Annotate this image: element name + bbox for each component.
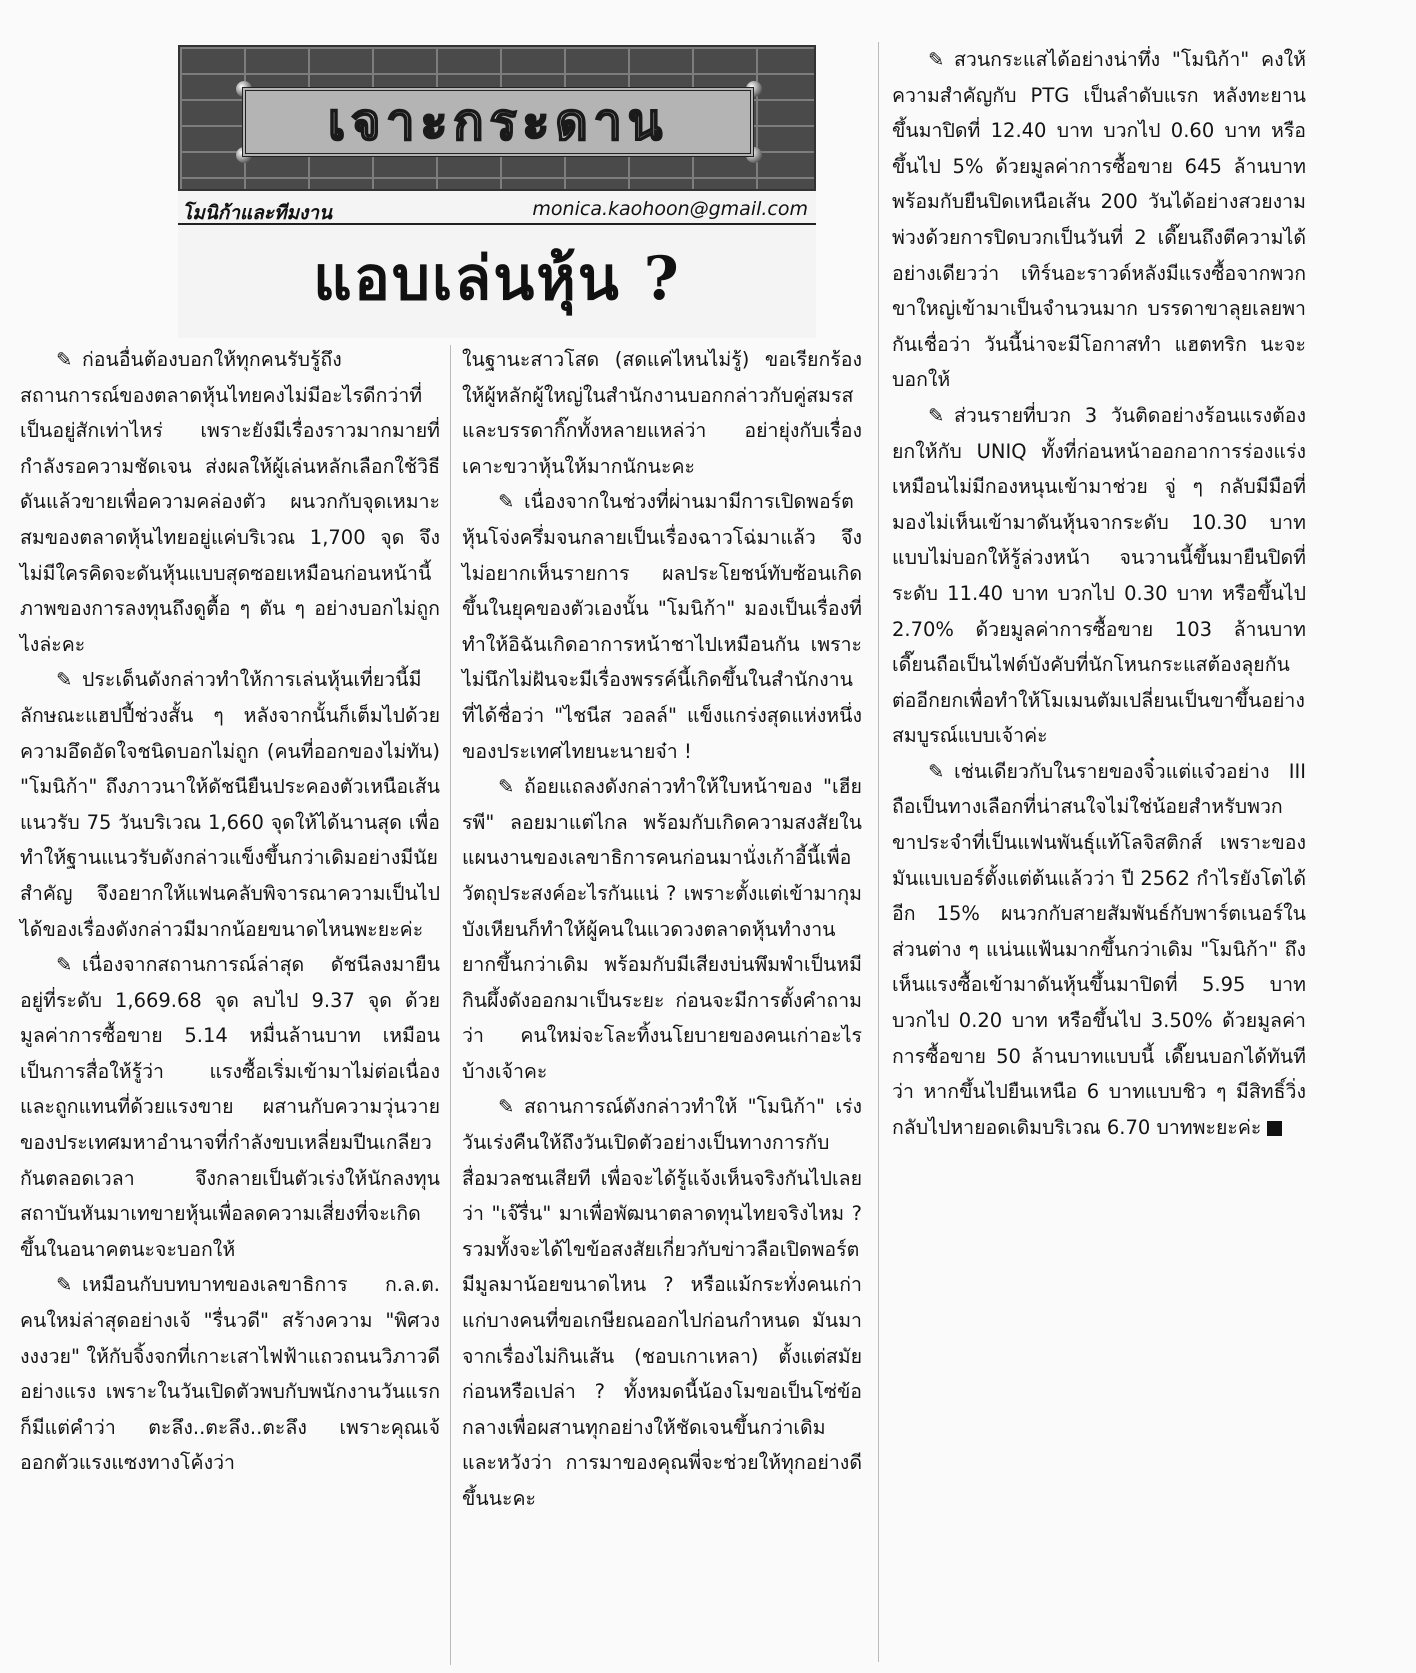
author-email: monica.kaohoon@gmail.com	[532, 198, 808, 220]
column-divider	[878, 42, 879, 1662]
paragraph-text: ในฐานะสาวโสด (สดแค่ไหนไม่รู้) ขอเรียกร้องให้ผู้หลักผู้ใหญ่ในสำนักงานบอกกล่าวกับคู่สมรสและบรรดากิ๊กทั้งหลายแหล่ว่า อย่ายุ่งกับเรื่องเคาะขวาหุ้นให้มากนักนะคะ	[462, 348, 862, 478]
paragraph-text: เนื่องจากในช่วงที่ผ่านมามีการเปิดพอร์ตหุ้นโจ่งครึ่มจนกลายเป็นเรื่องฉาวโฉ่มาแล้ว จึงไม่อยากเห็นรายการ ผลประโยชน์ทับซ้อนเกิดขึ้นในยุคของตัวเองนั้น "โมนิก้า" มองเป็นเรื่องที่ทำให้อิฉันเกิดอาการหน้าชาไปเหมือนกัน เพราะไม่นึกไม่ฝันจะมีเรื่องพรรค์นี้เกิดขึ้นในสำนักงานที่ได้ชื่อว่า "ไชนีส วอลล์" แข็งแกร่งสุดแห่งหนึ่งของประเทศไทยนะนายจ๋า !	[462, 490, 862, 763]
byline	[178, 195, 816, 225]
pencil-icon: ✎	[56, 1273, 73, 1297]
author-name: โมนิก้าและทีมงาน	[182, 202, 332, 224]
paragraph	[20, 662, 440, 947]
paragraph	[20, 947, 440, 1267]
paragraph	[462, 342, 862, 484]
paragraph	[462, 1089, 862, 1516]
column-divider	[450, 345, 451, 1665]
paragraph	[20, 1267, 440, 1481]
pencil-icon: ✎	[928, 759, 945, 783]
paragraph	[892, 754, 1306, 1146]
paragraph	[892, 42, 1306, 398]
column-title: เจาะกระดาน	[327, 92, 669, 151]
article-column-1	[20, 342, 440, 1481]
paragraph-text: เช่นเดียวกับในรายของจิ๋วแต่แจ๋วอย่าง III ถือเป็นทางเลือกที่น่าสนใจไม่ใช่น้อยสำหรับพวกขาประจำที่เป็นแฟนพันธุ์แท้โลจิสติกส์ เพราะของมันแบเบอร์ตั้งแต่ต้นแล้วว่า ปี 2562 กำไรยังโตได้อีก 15% ผนวกกับสายสัมพันธ์กับพาร์ตเนอร์ในส่วนต่าง ๆ แน่นแฟ้นมากขึ้นกว่าเดิม "โมนิก้า" ถึงเห็นแรงซื้อเข้ามาดันหุ้นขึ้นมาปิดที่ 5.95 บาท บวกไป 0.20 บาท หรือขึ้นไป 3.50% ด้วยมูลค่าการซื้อขาย 50 ล้านบาทแบบนี้ เดี๊ยนบอกได้ทันทีว่า หากขึ้นไปยืนเหนือ 6 บาทแบบชิว ๆ มีสิทธิ์วิ่งกลับไปหายอดเดิมบริเวณ 6.70 บาทพะยะค่ะ	[892, 759, 1306, 1139]
paragraph	[462, 769, 862, 1089]
pencil-icon: ✎	[498, 490, 515, 514]
end-mark-icon	[1267, 1121, 1282, 1136]
paragraph-text: ส่วนรายที่บวก 3 วันติดอย่างร้อนแรงต้องยกให้กับ UNIQ ทั้งที่ก่อนหน้าออกอาการร่องแร่งเหมือนไม่มีกองหนุนเข้ามาช่วย จู่ ๆ กลับมีมือที่มองไม่เห็นเข้ามาดันหุ้นจากระดับ 10.30 บาทแบบไม่บอกให้รู้ล่วงหน้า จนวานนี้ขึ้นมายืนปิดที่ระดับ 11.40 บาท บวกไป 0.30 บาท หรือขึ้นไป 2.70% ด้วยมูลค่าการซื้อขาย 103 ล้านบาท เดี๊ยนถือเป็นไฟต์บังคับที่นักโหนกระแสต้องลุยกันต่ออีกยกเพื่อทำให้โมเมนตัมเปลี่ยนเป็นขาขึ้นอย่างสมบูรณ์แบบเจ้าค่ะ	[892, 403, 1306, 748]
pencil-icon: ✎	[56, 953, 73, 977]
pencil-icon: ✎	[56, 668, 73, 692]
paragraph-text: ก่อนอื่นต้องบอกให้ทุกคนรับรู้ถึงสถานการณ์ของตลาดหุ้นไทยคงไม่มีอะไรดีกว่าที่เป็นอยู่สักเท่าไหร่ เพราะยังมีเรื่องราวมากมายที่กำลังรอความชัดเจน ส่งผลให้ผู้เล่นหลักเลือกใช้วิธีดันแล้วขายเพื่อความคล่องตัว ผนวกกับจุดเหมาะสมของตลาดหุ้นไทยอยู่แค่บริเวณ 1,700 จุด จึงไม่มีใครคิดจะดันหุ้นแบบสุดซอยเหมือนก่อนหน้านี้ ภาพของการลงทุนถึงดูตื้อ ๆ ตัน ๆ อย่างบอกไม่ถูกไงล่ะคะ	[20, 348, 440, 656]
brick-wall-banner	[178, 45, 816, 191]
pencil-icon: ✎	[56, 348, 73, 371]
article-column-2	[462, 342, 862, 1517]
paragraph-text: เหมือนกับบทบาทของเลขาธิการ ก.ล.ต. คนใหม่ล่าสุดอย่างเจ้ "รื่นวดี" สร้างความ "พิศวง งงงวย" ให้กับจิ้งจกที่เกาะเสาไฟฟ้าแถวถนนวิภาวดีอย่างแรง เพราะในวันเปิดตัวพบกับพนักงานวันแรก ก็มีแต่คำว่า ตะลึง..ตะลึง..ตะลึง เพราะคุณเจ้ออกตัวแรงแซงทางโค้งว่า	[20, 1273, 440, 1475]
paragraph-text: ถ้อยแถลงดังกล่าวทำให้ใบหน้าของ "เฮียรพี" ลอยมาแต่ไกล พร้อมกับเกิดความสงสัยในแผนงานของเลขาธิการคนก่อนมานั่งเก้าอี้นี้เพื่อวัตถุประสงค์อะไรกันแน่ ? เพราะตั้งแต่เข้ามากุมบังเหียนก็ทำให้ผู้คนในแวดวงตลาดหุ้นทำงานยากขึ้นกว่าเดิม พร้อมกับมีเสียงบ่นพึมพำเป็นหมีกินผึ้งดังออกมาเป็นระยะ ก่อนจะมีการตั้งคำถามว่า คนใหม่จะโละทิ้งนโยบายของคนเก่าอะไรบ้างเจ้าคะ	[462, 775, 862, 1083]
paragraph	[20, 342, 440, 662]
headline: แอบเล่นหุ้น ?	[313, 244, 681, 314]
paragraph	[462, 484, 862, 769]
pencil-icon: ✎	[498, 775, 515, 799]
column-header	[178, 45, 816, 338]
paragraph-text: เนื่องจากสถานการณ์ล่าสุด ดัชนีลงมายืนอยู่ที่ระดับ 1,669.68 จุด ลบไป 9.37 จุด ด้วยมูลค่าการซื้อขาย 5.14 หมื่นล้านบาท เหมือนเป็นการสื่อให้รู้ว่า แรงซื้อเริ่มเข้ามาไม่ต่อเนื่อง และถูกแทนที่ด้วยแรงขาย ผสานกับความวุ่นวายของประเทศมหาอำนาจที่กำลังขบเหลี่ยมปีนเกลียวกันตลอดเวลา จึงกลายเป็นตัวเร่งให้นักลงทุนสถาบันหันมาเทขายหุ้นเพื่อลดความเสี่ยงที่จะเกิดขึ้นในอนาคตนะจะบอกให้	[20, 953, 440, 1261]
paragraph	[892, 398, 1306, 754]
column-title-plaque	[242, 87, 754, 157]
paragraph-text: ประเด็นดังกล่าวทำให้การเล่นหุ้นเที่ยวนี้มีลักษณะแฮปปี้ช่วงสั้น ๆ หลังจากนั้นก็เต็มไปด้วยความอึดอัดใจชนิดบอกไม่ถูก (คนที่ออกของไม่ทัน) "โมนิก้า" ถึงภาวนาให้ดัชนียืนประคองตัวเหนือเส้นแนวรับ 75 วันบริเวณ 1,660 จุดให้ได้นานสุด เพื่อทำให้ฐานแนวรับดังกล่าวแข็งขึ้นกว่าเดิมอย่างมีนัยสำคัญ จึงอยากให้แฟนคลับพิจารณาความเป็นไปได้ของเรื่องดังกล่าวมีมากน้อยขนาดไหนพะยะค่ะ	[20, 668, 440, 941]
pencil-icon: ✎	[498, 1095, 515, 1119]
pencil-icon: ✎	[928, 48, 945, 71]
paragraph-text: สวนกระแสได้อย่างน่าทึ่ง "โมนิก้า" คงให้ความสำคัญกับ PTG เป็นลำดับแรก หลังทะยานขึ้นมาปิดที่ 12.40 บาท บวกไป 0.60 บาท หรือขึ้นไป 5% ด้วยมูลค่าการซื้อขาย 645 ล้านบาท พร้อมกับยืนปิดเหนือเส้น 200 วันได้อย่างสวยงาม พ่วงด้วยการปิดบวกเป็นวันที่ 2 เดี๊ยนถึงตีความได้อย่างเดียวว่า เทิร์นอะราวด์หลังมีแรงซื้อจากพวกขาใหญ่เข้ามาเป็นจำนวนมาก บรรดาขาลุยเลยพากันเชื่อว่า วันนี้น่าจะมีโอกาสทำ แฮตทริก นะจะบอกให้	[892, 48, 1306, 392]
article-column-3	[892, 42, 1306, 1145]
paragraph-text: สถานการณ์ดังกล่าวทำให้ "โมนิก้า" เร่งวันเร่งคืนให้ถึงวันเปิดตัวอย่างเป็นทางการกับสื่อมวลชนเสียที เพื่อจะได้รู้แจ้งเห็นจริงกันไปเลยว่า "เจ๊รื่น" มาเพื่อพัฒนาตลาดทุนไทยจริงไหม ? รวมทั้งจะได้ไขข้อสงสัยเกี่ยวกับข่าวลือเปิดพอร์ตมีมูลมาน้อยขนาดไหน ? หรือแม้กระทั่งคนเก่าแก่บางคนที่ขอเกษียณออกไปก่อนกำหนด มันมาจากเรื่องไม่กินเส้น (ชอบเกาเหลา) ตั้งแต่สมัยก่อนหรือเปล่า ? ทั้งหมดนี้น้องโมขอเป็นโซ่ข้อกลางเพื่อผสานทุกอย่างให้ชัดเจนขึ้นกว่าเดิม และหวังว่า การมาของคุณพี่จะช่วยให้ทุกอย่างดีขึ้นนะคะ	[462, 1095, 862, 1510]
pencil-icon: ✎	[928, 403, 945, 427]
